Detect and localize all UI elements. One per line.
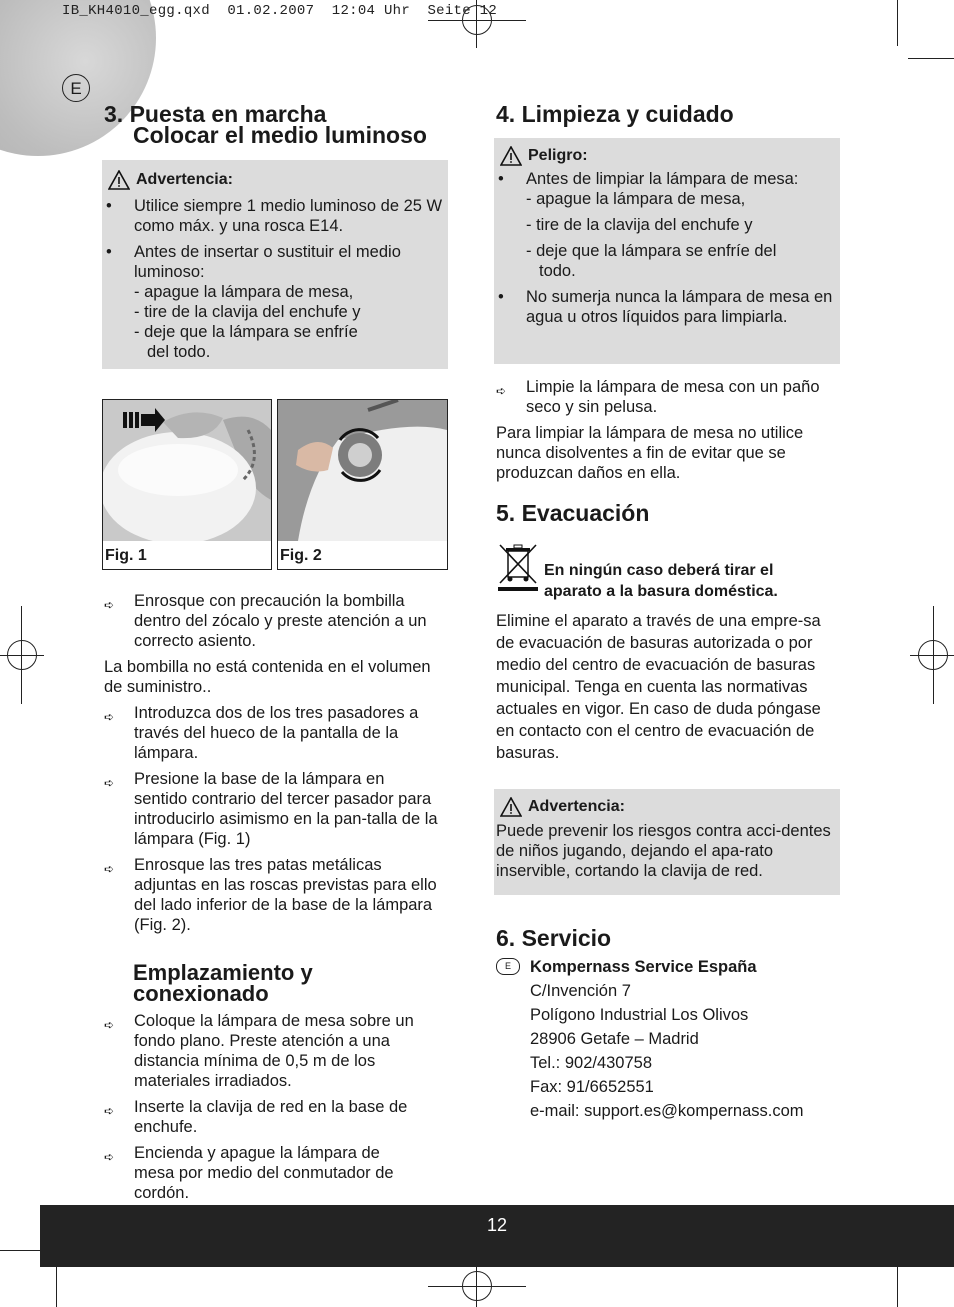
service-line: C/Invención 7	[530, 982, 631, 1000]
service-email: e-mail: support.es@kompernass.com	[530, 1102, 804, 1120]
crop-mark	[933, 606, 934, 704]
service-line: Fax: 91/6652551	[530, 1078, 654, 1096]
heading-line: conexionado	[133, 981, 269, 1006]
warning-header	[104, 170, 446, 190]
step-text: Presione la base de la lámpara en sentido contrario del tercer pasador para introducirlo asimismo en la pan-talla de la lámpara (Fig. 1)	[134, 770, 438, 848]
arrow-icon: ➪	[496, 384, 507, 398]
crossed-bin-icon	[496, 541, 540, 593]
lamp-photo-1	[103, 400, 271, 541]
danger-list	[496, 169, 838, 189]
crop-mark	[21, 606, 22, 704]
arrow-icon: ➪	[104, 1104, 115, 1118]
service-line: Polígono Industrial Los Olivos	[530, 1006, 749, 1024]
crop-mark	[476, 1262, 477, 1307]
list-item	[104, 242, 446, 282]
section-4-heading: 4. Limpieza y cuidado	[496, 101, 734, 127]
step-text: Enrosque las tres patas metálicas adjuntas en las roscas previstas para ello del lado inferior de la base de la lámpara (Fig. 2).	[134, 856, 437, 934]
crop-mark	[428, 1286, 526, 1287]
crop-mark	[910, 655, 954, 656]
page-number: 12	[486, 1215, 508, 1235]
warning-list	[104, 196, 446, 282]
service-line: Tel.: 902/430758	[530, 1054, 653, 1072]
service-company: Kompernass Service España	[530, 958, 757, 976]
arrow-icon: ➪	[104, 1150, 115, 1164]
danger-title: Peligro:	[528, 147, 588, 164]
figure-2	[277, 399, 448, 570]
sub-item: - deje que la lámpara se enfríe	[134, 323, 358, 341]
arrow-icon: ➪	[104, 710, 115, 724]
step-item	[104, 703, 440, 763]
danger-sublist	[496, 189, 838, 281]
list-item: • Utilice siempre 1 medio luminoso de 25 W como máx. y una rosca E14.	[104, 196, 446, 236]
cleaning-text	[496, 377, 826, 483]
step-item	[104, 1097, 424, 1137]
step-text: Enrosque con precaución la bombilla dentro del zócalo y preste atención a un correcto asiento.	[134, 592, 427, 650]
crop-mark	[56, 1262, 57, 1307]
warning-header	[496, 797, 838, 817]
step-text: Inserte la clavija de red en la base de enchufe.	[134, 1098, 408, 1136]
danger-header	[496, 146, 838, 166]
section-5-heading: 5. Evacuación	[496, 500, 650, 526]
heading-line: 3. Puesta en marcha	[104, 101, 327, 127]
step-item	[496, 377, 826, 417]
heading-line: Emplazamiento y	[133, 960, 313, 985]
warning-icon	[500, 797, 522, 817]
warning-box-2	[494, 789, 840, 895]
warning-title: Advertencia:	[136, 171, 233, 188]
arrow-icon: ➪	[104, 776, 115, 790]
language-badge: E	[62, 74, 90, 102]
danger-box	[494, 138, 840, 364]
sub-item: - apague la lámpara de mesa,	[134, 283, 354, 301]
service-address	[530, 955, 850, 1123]
section-3-heading	[104, 101, 464, 148]
left-steps	[104, 591, 440, 941]
figure-1-photo	[103, 400, 271, 541]
sub-item: todo.	[539, 262, 576, 280]
warning-icon	[108, 170, 130, 190]
warning-title: Advertencia:	[528, 798, 625, 815]
warning-icon	[500, 146, 522, 166]
arrow-icon: ➪	[104, 598, 115, 612]
warning-sublist	[104, 282, 446, 362]
step-text: Introduzca dos de los tres pasadores a través del hueco de la pantalla de la lámpara.	[134, 704, 419, 762]
list-item: • No sumerja nunca la lámpara de mesa en agua u otros líquidos para limpiarla.	[496, 287, 838, 327]
list-item: • Antes de limpiar la lámpara de mesa:	[496, 169, 838, 189]
sub-item: - apague la lámpara de mesa,	[526, 190, 746, 208]
disposal-text: Elimine el aparato a través de una empre-sa de evacuación de basuras autorizada o por medio del centro de evacuación de basuras municipal. Tenga en cuenta las normativas actuales en vigor. En caso de duda póngase en contacto con el centro de evacuación de basuras.	[496, 612, 821, 762]
section-6-heading: 6. Servicio	[496, 925, 612, 951]
step-item	[104, 855, 440, 935]
figure-1-caption: Fig. 1	[105, 547, 147, 564]
step-text: Encienda y apague la lámpara de mesa por medio del conmutador de cordón.	[134, 1144, 394, 1202]
note-text: La bombilla no está contenida en el volumen de suministro..	[104, 658, 431, 696]
step-item	[104, 1011, 424, 1091]
step-item	[104, 769, 440, 849]
emplazamiento-heading	[133, 962, 453, 1004]
crop-mark	[0, 655, 44, 656]
left-steps-2	[104, 1011, 424, 1209]
file-slug: IB_KH4010_egg.qxd 01.02.2007 12:04 Uhr Seite 12	[62, 3, 498, 19]
lamp-photo-2	[278, 400, 447, 541]
figure-2-photo	[278, 400, 447, 541]
service-badge: E	[496, 958, 520, 975]
step-text: Limpie la lámpara de mesa con un paño seco y sin pelusa.	[526, 378, 820, 416]
step-item	[104, 591, 440, 651]
warning-text: Puede prevenir los riesgos contra acci-dentes de niños jugando, dejando el apa-rato inservible, cortando la clavija de red.	[496, 822, 831, 880]
crop-mark	[428, 20, 526, 21]
page-footer	[40, 1205, 954, 1267]
figure-2-caption: Fig. 2	[280, 547, 322, 564]
sub-item: - tire de la clavija del enchufe y	[134, 303, 361, 321]
disposal-bold: En ningún caso deberá tirar el aparato a la basura doméstica.	[544, 562, 778, 600]
sub-item: - tire de la clavija del enchufe y	[526, 216, 753, 234]
arrow-icon: ➪	[104, 862, 115, 876]
crop-mark	[908, 58, 954, 59]
list-item-text: Antes de insertar o sustituir el medio luminoso:	[134, 243, 401, 281]
crop-mark	[897, 0, 898, 46]
step-text: Coloque la lámpara de mesa sobre un fondo plano. Preste atención a una distancia mínima de 0,5 m de los materiales irradiados.	[134, 1012, 414, 1090]
arrow-icon: ➪	[104, 1018, 115, 1032]
sub-item: - deje que la lámpara se enfríe del	[526, 242, 777, 260]
danger-list-2	[496, 287, 838, 327]
clean-note: Para limpiar la lámpara de mesa no utilice nunca disolventes a fin de evitar que se produzcan daños en ella.	[496, 424, 804, 482]
crop-mark	[897, 1262, 898, 1307]
step-item	[104, 1143, 424, 1203]
figure-1	[102, 399, 272, 570]
heading-line: Colocar el medio luminoso	[133, 122, 427, 148]
service-line: 28906 Getafe – Madrid	[530, 1030, 699, 1048]
warning-box	[102, 160, 448, 369]
sub-item: del todo.	[147, 343, 211, 361]
